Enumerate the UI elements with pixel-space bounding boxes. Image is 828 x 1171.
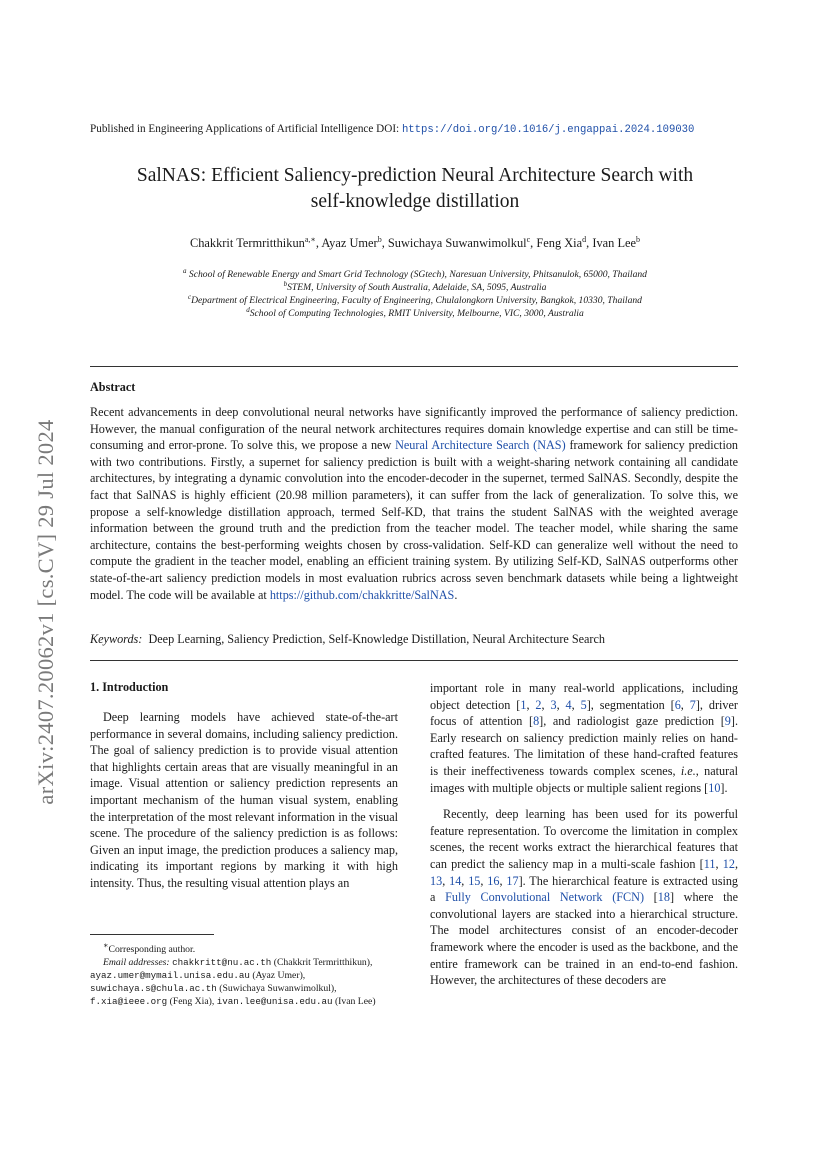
email-owner: (Suwichaya Suwanwimolkul) <box>219 983 335 995</box>
abstract-text-2: framework for saliency prediction with two contributions. Firstly, a supernet for saliency prediction is built with a weight-sharing network containing all candidate architectures, by integrating a dynamic convolution into the encoder-decoder in the supernet, termed SalNAS. Secondly, despite the fact that SalNAS is highly efficient (20.98 million parameters), it can suffer from the lack of generalization. To solve this, we propose a self-knowledge distillation approach, termed Self-KD, that trains the student SalNAS with the weighted average information between the ground truth and the prediction from the teacher model. The teacher model, while sharing the same architecture, contains the best-performing weights chosen by cross-validation. Self-KD can generalize well without the need to compute the gradient in the teacher model, enabling an efficient training system. By utilizing Self-KD, SalNAS outperforms other state-of-the-art saliency prediction models in most evaluation rubrics across seven benchmark datasets while being a lightweight model. The code will be available at <box>90 438 739 602</box>
citation-link[interactable]: 11 <box>703 856 716 871</box>
nas-link[interactable]: Neural Architecture Search (NAS) <box>395 438 566 453</box>
affiliation-mark: d <box>246 306 250 314</box>
left-column <box>90 709 398 892</box>
author-list: Chakkrit Termritthikun$^{a,∗}$, Ayaz Umer$^b$, Suwichaya Suwanwimolkul$^c$, Feng Xia$^d$, Ivan Lee$^b$ <box>189 235 641 251</box>
text-run: ], segmentation [ <box>586 697 675 712</box>
text-run: ]. <box>720 780 728 795</box>
citation-link[interactable]: 8 <box>533 714 540 729</box>
affiliation-text: Department of Electrical Engineering, Faculty of Engineering, Chulalongkorn University, Bangkok, 10330, Thailand <box>191 295 642 307</box>
email-address[interactable]: suwichaya.s@chula.ac.th <box>90 983 217 995</box>
email-address[interactable]: ayaz.umer@mymail.unisa.edu.au <box>90 970 250 982</box>
section-heading-introduction: 1. Introduction <box>90 680 169 694</box>
ie-abbrev: i.e. <box>680 763 696 778</box>
affiliation-mark: c <box>188 293 192 301</box>
affiliation-text: STEM, University of South Australia, Adelaide, SA, 5095, Australia <box>287 282 547 294</box>
affiliation-mark: b <box>283 280 288 288</box>
paper-title <box>90 163 740 215</box>
email-address[interactable]: chakkritt@nu.ac.th <box>172 957 272 969</box>
citation-link[interactable]: 4 <box>565 697 572 712</box>
author-affiliation-mark: d <box>582 235 587 244</box>
footnote-text: Corresponding author. <box>108 944 196 956</box>
top-divider <box>90 366 738 367</box>
citation-link[interactable]: 3 <box>550 697 557 712</box>
email-owner: (Ayaz Umer) <box>252 970 303 982</box>
email-address[interactable]: ivan.lee@unisa.edu.au <box>216 996 333 1008</box>
keywords-text: Deep Learning, Saliency Prediction, Self-Knowledge Distillation, Neural Architecture Search <box>148 632 605 646</box>
citation-link[interactable]: 10 <box>708 780 721 795</box>
citation-link[interactable]: 15 <box>468 873 481 888</box>
email-owner: (Chakkrit Termritthikun) <box>273 957 371 969</box>
citation-link[interactable]: 1 <box>520 697 527 712</box>
intro-paragraph-1: Deep learning models have achieved state-of-the-art performance in several domains, including saliency prediction. The goal of saliency prediction is to provide visual attention that highlights certain areas that are visually meaningful in an image. Visual attention or saliency prediction represents an important mechanism of the human visual system, enabling the interpretation of the most relevant information in the visual scene. The procedure of the saliency prediction is as follows: Given an input image, the prediction produces a saliency map, indicating its important regions by marking it with high intensity. Thus, the resulting visual attention plays an <box>90 710 398 890</box>
text-run: ], driver focus of attention [ <box>430 697 738 729</box>
title-line-1: SalNAS: Efficient Saliency-prediction Neural Architecture Search with <box>136 165 694 186</box>
author-affiliation-mark: a,∗ <box>304 235 316 244</box>
arxiv-identifier: arXiv:2407.20062v1 [cs.CV] 29 Jul 2024 <box>33 419 58 805</box>
author-name: Chakkrit Termritthikun <box>189 236 305 251</box>
footnotes <box>90 939 400 1008</box>
affiliation-text: School of Renewable Energy and Smart Grid Technology (SGtech), Naresuan University, Phitsanulok, 65000, Thailand <box>186 269 647 281</box>
email-owner: (Feng Xia) <box>169 996 212 1008</box>
citation-link[interactable]: 16 <box>487 873 500 888</box>
intro-paragraph-2: Recently, deep learning has been used for its powerful feature representation. To overcome the limitation in complex scenes, the recent works extract the hierarchical features that can predict the saliency map in a multi-scale fashion [11, 12, 13, 14, 15, 16, 17]. The hierarchical feature is extracted using a Fully Convolutional Network (FCN) [18] where the convolutional layers are stacked into a hierarchical structure. The model architectures consist of an encoder-decoder framework where the encoder is used as the backbone, and the entire framework can be trained in an end-to-end fashion. However, the architectures of these decoders are <box>430 807 739 988</box>
citation-link[interactable]: 18 <box>657 890 670 905</box>
citation-link[interactable]: 2 <box>535 697 542 712</box>
affiliation-text: School of Computing Technologies, RMIT University, Melbourne, VIC, 3000, Australia <box>249 308 584 320</box>
keywords-label: Keywords: <box>90 632 143 646</box>
doi-label: DOI: <box>376 123 400 135</box>
author-affiliation-mark: b <box>377 235 382 244</box>
abstract-text-3: . <box>454 587 458 602</box>
email-address[interactable]: f.xia@ieee.org <box>90 996 168 1008</box>
author-name: Ivan Lee <box>592 236 637 251</box>
text-run: ], and radiologist gaze prediction [ <box>539 714 725 729</box>
citation-link[interactable]: 6 <box>674 697 681 712</box>
text-run: [ <box>644 890 658 905</box>
text-run: ] where the convolutional layers are stacked into a hierarchical structure. The model architectures consist of an encoder-decoder framework where the encoder is used as the backbone, and the entire framework can be trained in an end-to-end fashion. However, the architectures of these decoders are <box>430 890 738 988</box>
citation-link[interactable]: 5 <box>580 697 587 712</box>
email-owner: (Ivan Lee) <box>334 996 376 1008</box>
published-in-text: Published in Engineering Applications of Artificial Intelligence <box>90 123 374 135</box>
citation-link[interactable]: 13 <box>430 873 443 888</box>
fcn-link[interactable]: Fully Convolutional Network (FCN) <box>445 890 645 905</box>
affiliation-mark: a <box>183 267 187 275</box>
right-column <box>430 680 738 989</box>
text-run: ]. Early research on saliency prediction mainly relies on hand-crafted features. The limitation of these hand-crafted features is their ineffectiveness towards complex scenes, <box>430 714 738 778</box>
text-run: , natural images with multiple objects or multiple salient regions [ <box>430 763 738 795</box>
citation-link[interactable]: 14 <box>449 873 462 888</box>
author-name: Ayaz Umer <box>321 236 378 251</box>
email-label: Email addresses: <box>103 957 170 969</box>
abstract-body <box>90 404 738 603</box>
author-affiliation-mark: c <box>526 235 531 244</box>
journal-header <box>90 123 740 136</box>
text-run: ]. The hierarchical feature is extracted using a <box>430 873 739 905</box>
abstract-heading: Abstract <box>90 380 136 394</box>
abstract-text-1: Recent advancements in deep convolutional neural networks have significantly improved the performance of saliency prediction. However, the manual configuration of the neural network architectures requires domain knowledge expertise and can still be time-consuming and error-prone. To solve this, we propose a new <box>90 405 738 453</box>
author-name: Suwichaya Suwanwimolkul <box>387 236 527 251</box>
bottom-divider <box>90 660 738 661</box>
affiliation-d <box>90 304 740 320</box>
code-link[interactable]: https://github.com/chakkritte/SalNAS <box>269 587 455 602</box>
corresponding-author-note <box>90 939 400 956</box>
intro-paragraph-1-continued: important role in many real-world applications, including object detection [1, 2, 3, 4, 5], segmentation [6, 7], driver focus of attention [8], and radiologist gaze prediction [9]. Early research on saliency prediction mainly relies on hand-crafted features. The limitation of these hand-crafted features is their ineffectiveness towards complex scenes, i.e., natural images with multiple objects or multiple salient regions [10]. <box>430 681 738 795</box>
text-run: important role in many real-world applications, including object detection [ <box>430 681 738 712</box>
footnote-mark: ∗ <box>103 941 109 950</box>
footnote-divider <box>90 934 214 935</box>
citation-link[interactable]: 7 <box>689 697 696 712</box>
doi-link[interactable]: https://doi.org/10.1016/j.engappai.2024.109030 <box>401 124 695 136</box>
title-line-2: self-knowledge distillation <box>310 191 520 212</box>
citation-link[interactable]: 9 <box>724 714 731 729</box>
keywords <box>90 632 738 647</box>
text-run: Recently, deep learning has been used for its powerful feature representation. To overcome the limitation in complex scenes, the recent works extract the hierarchical features that can predict the saliency map in a multi-scale fashion [ <box>430 807 738 871</box>
author-affiliation-mark: b <box>636 235 641 244</box>
email-addresses-note: Email addresses: chakkritt@nu.ac.th (Chakkrit Termritthikun), ayaz.umer@mymail.unisa.edu.au (Ayaz Umer), suwichaya.s@chula.ac.th (Suwichaya Suwanwimolkul), f.xia@ieee.org (Feng Xia), ivan.lee@unisa.edu.au (Ivan Lee) <box>90 957 376 1008</box>
citation-link[interactable]: 12 <box>722 856 735 871</box>
citation-link[interactable]: 17 <box>506 873 519 888</box>
author-name: Feng Xia <box>536 236 583 251</box>
